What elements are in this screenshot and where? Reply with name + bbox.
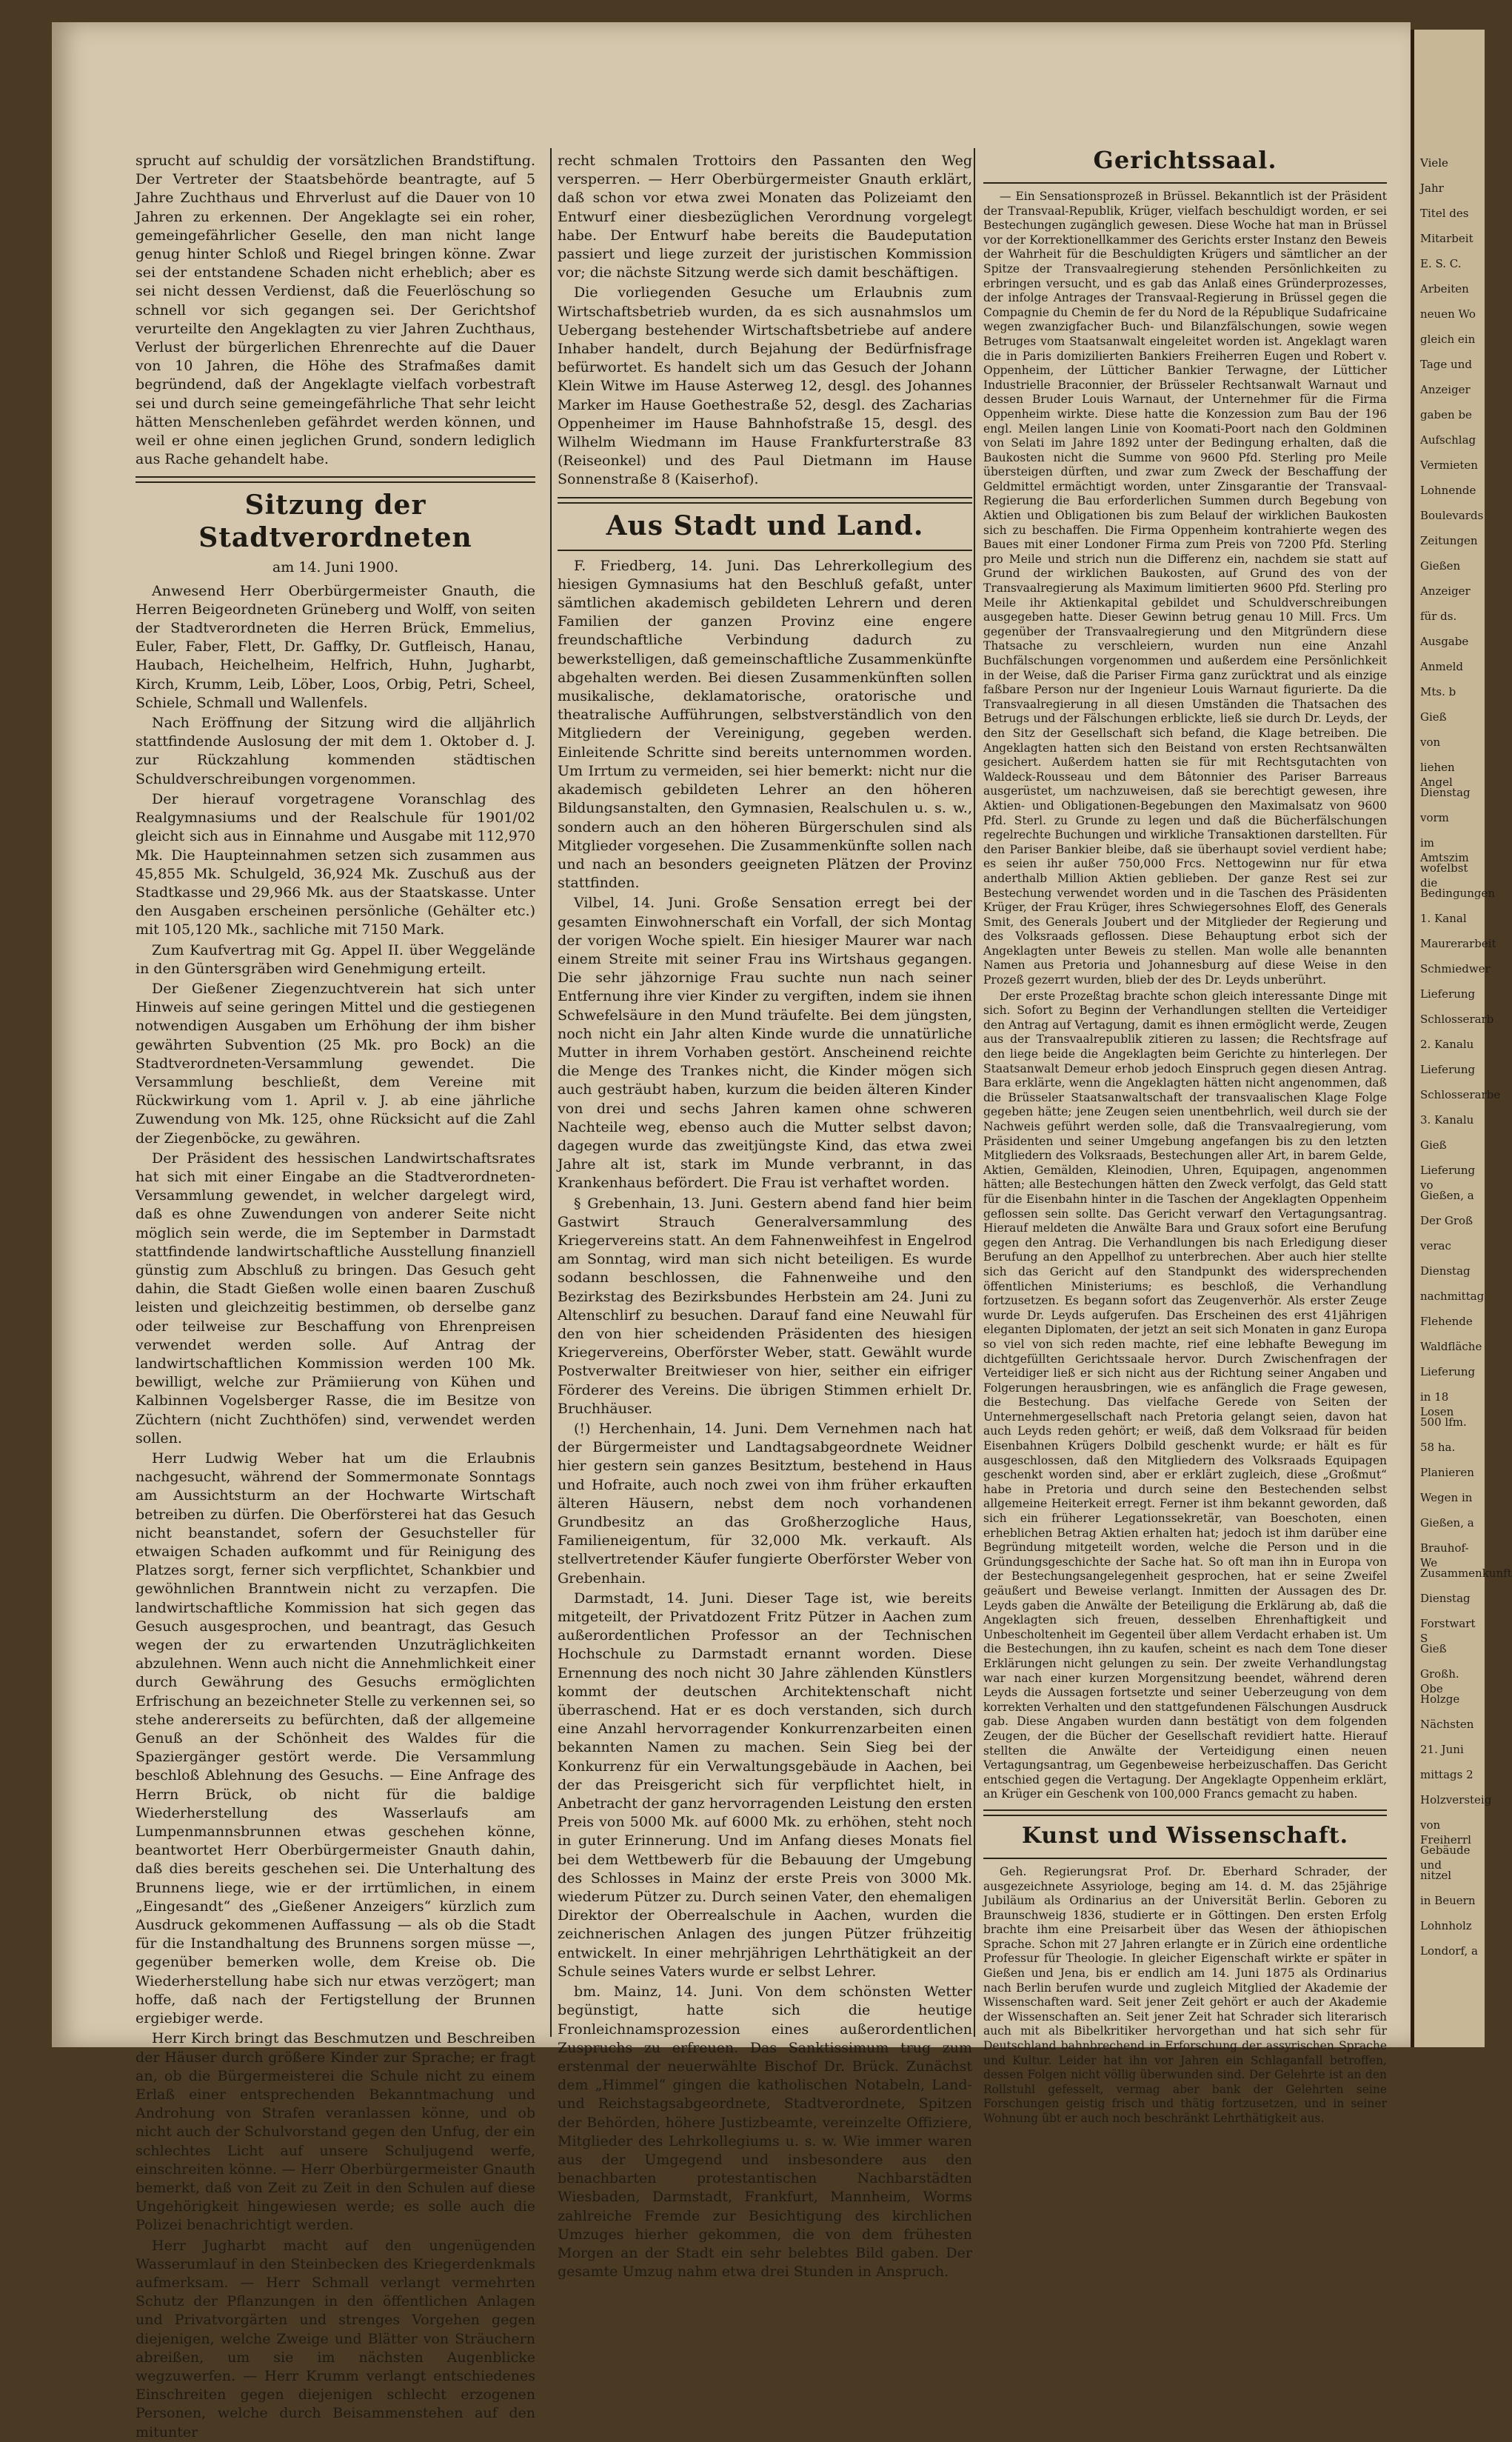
adjacent-page-fragment: Flehende bbox=[1420, 1315, 1473, 1328]
adjacent-page-fragment: Brauhof-We bbox=[1420, 1541, 1469, 1569]
adjacent-page-fragment: Anzeiger bbox=[1420, 584, 1471, 598]
adjacent-page-fragment: Wegen in bbox=[1420, 1491, 1473, 1504]
section-divider bbox=[558, 550, 972, 551]
adjacent-page-fragment: Schlosserarb bbox=[1420, 1013, 1494, 1026]
adjacent-page-fragment: mittags 2 bbox=[1420, 1768, 1473, 1781]
section-divider bbox=[983, 1858, 1387, 1859]
adjacent-page-fragment: Tage und bbox=[1420, 358, 1472, 371]
paragraph: Geh. Regierungsrat Prof. Dr. Eberhard Schrader, der ausgezeichnete Assyriologe, beging am 14. d. M. das 25jährige Jubiläum als Ordinarius an der Universität Berlin. Geboren zu Braunschweig 1836, studierte er in Göttingen. Den ersten Erfolg brachte ihm eine Preisarbeit über das Wesen der äthiopischen Sprache. Schon mit 27 Jahren erlangte er in Zürich eine ordentliche Professur für Theologie. In gleicher Eigenschaft wirkte er später in Gießen und Jena, bis er endlich am 14. Juni 1875 als Ordinarius nach Berlin berufen wurde und zugleich Mitglied der Akademie der Wissenschaften ward. Seit jener Zeit gehört er auch der Akademie der Wissenschaften an. Seit jener Zeit hat Schrader sich literarisch auch mit als Bibelkritiker hervorgethan und hat sich sehr für Deutschland bahnbrechend in Erforschung der assyrischen Sprache und Kultur. Leider hat ihn vor Jahren ein Schlaganfall betroffen, dessen Folgen nicht völlig überwunden sind. Der Gelehrte ist an den Rollstuhl gefesselt, vermag aber bank der Gelehrten seine Forschungen geistig frisch und thätig fortzusetzen, und in seiner Wohnung übt er auch noch beschränkt Lehrthätigkeit aus. bbox=[983, 1864, 1387, 2125]
adjacent-page-fragment: Gieß bbox=[1420, 710, 1447, 724]
adjacent-page-fragment: Forstwart S bbox=[1420, 1617, 1476, 1645]
adjacent-page-fragment: E. S. C. bbox=[1420, 257, 1462, 270]
adjacent-page-fragment: Schmiedwer bbox=[1420, 962, 1491, 975]
section-divider bbox=[558, 497, 972, 504]
column-2 bbox=[558, 152, 972, 2281]
adjacent-page-edge bbox=[1411, 30, 1512, 2047]
adjacent-page-fragment: 1. Kanal bbox=[1420, 912, 1467, 925]
paragraph: Der hierauf vorgetragene Voranschlag des Realgymnasiums und der Realschule für 1901/02 gleicht sich aus in Einnahme und Ausgabe mit 112,970 Mk. Die Haupteinnahmen setzen sich zusammen aus 45,855 Mk. Schulgeld, 36,924 Mk. Zuschuß aus der Stadtkasse und 29,966 Mk. aus der Staatskasse. Unter den Ausgaben erscheinen persönliche (Gehälter etc.) mit 105,120 Mk., sachliche mit 7150 Mark. bbox=[136, 790, 535, 938]
adjacent-page-fragment: Titel des bbox=[1420, 207, 1469, 220]
adjacent-page-fragment: von Freiherrl bbox=[1420, 1818, 1471, 1846]
adjacent-page-fragment: für ds. bbox=[1420, 610, 1457, 623]
adjacent-page-fragment: Holzge bbox=[1420, 1692, 1460, 1706]
adjacent-page-fragment: Mts. b bbox=[1420, 685, 1456, 698]
paragraph: Herr Ludwig Weber hat um die Erlaubnis nachgesucht, während der Sommermonate Sonntags am Aussichtsturm an der Hochwarte Wirtschaft betreiben zu dürfen. Die Oberförsterei hat das Gesuch nicht beanstandet, sofern der Gesuchsteller für etwaigen Schaden aufkommt und für Reinigung des Platzes sorgt, ferner sich verpflichtet, Schankbier und gewöhnlichen Branntwein nicht zu verzapfen. Die landwirtschaftliche Kommission hat sich gegen das Gesuch ausgesprochen, und beantragt, das Gesuch wegen der zu erwartenden Unzuträglichkeiten abzulehnen. Wenn auch nicht die Annehmlichkeit einer durch Gewährung des Gesuchs ermöglichten Erfrischung an bezeichneter Stelle zu verkennen sei, so stehe andererseits zu befürchten, daß der allgemeine Genuß an der Schönheit des Waldes für die Spaziergänger gestört werde. Die Versammlung beschloß Ablehnung des Gesuchs. — Eine Anfrage des Herrn Brück, ob nicht für die baldige Wiederherstellung des Wasserlaufs am Lumpenmannsbrunnen etwas geschehen könne, beantwortet Herr Oberbürgermeister Gnauth dahin, daß dies bereits geschehen sei. Die Unterhaltung des Brunnens liege, wie er der irrtümlichen, in einem „Eingesandt“ des „Gießener Anzeigers“ kürzlich zum Ausdruck gekommenen Auffassung — als ob die Stadt für die Instandhaltung des Brunnens sorgen müsse —, gegenüber bemerken wolle, dem Kreise ob. Die Wiederherstellung habe sich nur etwas verzögert; man hoffe, daß nach der Fertigstellung der Brunnen ergiebiger werde. bbox=[136, 1450, 535, 2027]
adjacent-page-fragment: gleich ein bbox=[1420, 333, 1476, 346]
adjacent-page-fragment: Vermieten bbox=[1420, 458, 1478, 472]
adjacent-page-fragment: Mitarbeit bbox=[1420, 232, 1473, 245]
adjacent-page-fragment: Anzeiger bbox=[1420, 383, 1471, 396]
paragraph: Darmstadt, 14. Juni. Dieser Tage ist, wie bereits mitgeteilt, der Privatdozent Fritz Pützer in Aachen zum außerordentlichen Professor an der Technischen Hochschule zu Darmstadt ernannt worden. Diese Ernennung des noch nicht 30 Jahre zählenden Künstlers kommt der deutschen Architektenschaft nicht überraschend. Hat er es doch verstanden, sich durch eine Anzahl hervorragender Konkurrenzarbeiten einen bekannten Namen zu machen. Sein Sieg bei der Konkurrenz für ein Verwaltungsgebäude in Aachen, bei der das Preisgericht sich für verpflichtet hielt, in Anbetracht der ganz hervorragenden Leistung den ersten Preis von 5000 Mk. auf 6000 Mk. zu erhöhen, steht noch in guter Erinnerung. Und im Anfang dieses Monats fiel bei dem Wettbewerb für die Bebauung der Umgebung des Schlosses in Mainz der erste Preis von 3000 Mk. wiederum Pützer zu. Durch seinen Vater, den ehemaligen Direktor der Oberrealschule in Aachen, wurden die zeichnerischen Anlagen des jungen Pützer frühzeitig entwickelt. In einer mehrjährigen Lehrthätigkeit an der Schule seines Vaters wurde er selbst Lehrer. bbox=[558, 1589, 972, 1980]
paragraph: Herr Jugharbt macht auf den ungenügenden Wasserumlauf in den Steinbecken des Kriegerdenkmals aufmerksam. — Herr Schmall verlangt vermehrten Schutz der Pflanzungen in den öffentlichen Anlagen und Privatvorgärten und strenges Vorgehen gegen diejenigen, welche Zweige und Blätter von Sträuchern abreißen, um sie im nächsten Augenblicke wegzuwerfen. — Herr Krumm verlangt entschiedenes Einschreiten gegen diejenigen schlecht erzogenen Personen, welche durch Beisammenstehen auf den mitunter bbox=[136, 2237, 535, 2441]
adjacent-page-fragment: 2. Kanalu bbox=[1420, 1038, 1474, 1051]
paragraph: F. Friedberg, 14. Juni. Das Lehrerkollegium des hiesigen Gymnasiums hat den Beschluß gefaßt, unter sämtlichen akademisch gebildeten Lehrern und deren Familien der ganzen Provinz eine engere freundschaftliche Verbindung dadurch zu bewerkstelligen, daß gemeinschaftliche Zusammenkünfte abgehalten werden. Bei diesen Zusammenkünften sollen musikalische, deklamatorische, oratorische und theatralische Aufführungen, selbstverständlich von den Mitgliedern der Vereinigung, gegeben werden. Einleitende Schritte sind bereits unternommen worden. Um Irrtum zu vermeiden, sei hier bemerkt: nicht nur die akademisch gebildeten Lehrer an den höheren Bildungsanstalten, den Gymnasien, Realschulen u. s. w., sondern auch an den höheren Bürgerschulen sind als Mitglieder vorgesehen. Die Zusammenkünfte sollen nach und nach an besonders geeigneten Plätzen der Provinz stattfinden. bbox=[558, 557, 972, 892]
adjacent-page-fragment: Bedingungen bbox=[1420, 887, 1496, 900]
adjacent-page-fragment: Gieß bbox=[1420, 1138, 1447, 1152]
paragraph: Zum Kaufvertrag mit Gg. Appel II. über Weggelände in den Güntersgräben wird Genehmigung erteilt. bbox=[136, 941, 535, 977]
adjacent-page-fragment: verac bbox=[1420, 1239, 1451, 1252]
adjacent-page-fragment: Anmeld bbox=[1420, 660, 1463, 673]
adjacent-page-fragment: im Amtszim bbox=[1420, 836, 1469, 864]
adjacent-page-fragment: Gießen bbox=[1420, 559, 1461, 573]
adjacent-page-fragment: Gießen, a bbox=[1420, 1516, 1474, 1529]
paragraph: Nach Eröffnung der Sitzung wird die alljährlich stattfindende Auslosung der mit dem 1. Oktober d. J. zur Rückzahlung kommenden städtischen Schuldverschreibungen vorgenommen. bbox=[136, 715, 535, 787]
adjacent-page-fragment: Lohnende bbox=[1420, 484, 1476, 497]
adjacent-page-fragment: Waldfläche bbox=[1420, 1340, 1482, 1353]
adjacent-page-fragment: Jahr bbox=[1420, 181, 1444, 195]
adjacent-page-fragment: Ausgabe bbox=[1420, 635, 1469, 648]
adjacent-page-fragment: vorm bbox=[1420, 811, 1449, 824]
paragraph: Anwesend Herr Oberbürgermeister Gnauth, die Herren Beigeordneten Grüneberg und Wolff, von seiten der Stadtverordneten die Herren Brück, Emmelius, Euler, Faber, Flett, Dr. Gaffky, Dr. Gutfleisch, Hanau, Haubach, Heichelheim, Helfrich, Huhn, Jugharbt, Kirch, Krumm, Leib, Löber, Loos, Orbig, Petri, Scheel, Schiele, Schmall und Wallenfels. bbox=[136, 582, 535, 711]
adjacent-page-fragment: nitzel bbox=[1420, 1869, 1452, 1882]
adjacent-page-fragment: Maurerarbeit bbox=[1420, 937, 1496, 950]
section-title-stadtverordneten: Sitzung der Stadtverordneten bbox=[198, 490, 472, 554]
adjacent-page-fragment: Gebäude und bbox=[1420, 1844, 1471, 1872]
adjacent-page-fragment: Lieferung vo bbox=[1420, 1164, 1476, 1192]
adjacent-page-fragment: neuen Wo bbox=[1420, 307, 1476, 321]
paragraph: Der Präsident des hessischen Landwirtschaftsrates hat sich mit einer Eingabe an die Stadtverordneten-Versammlung gewendet, in welcher dargelegt wird, daß es ohne Zuwendungen von anderer Seite nicht möglich sein werde, die im September in Darmstadt stattfindende landwirtschaftliche Ausstellung finanziell günstig zum Abschluß zu bringen. Das Gesuch geht dahin, die Stadt Gießen wolle einen baaren Zuschuß leisten und gleichzeitig bestimmen, ob derselbe ganz oder teilweise zur Beschaffung von Ehrenpreisen verwendet werden solle. Auf Antrag der landwirtschaftlichen Kommission werden 100 Mk. bewilligt, welche zur Prämiierung von Kühen und Kalbinnen Vogelsberger Rasse, die im Besitze von Züchtern (nicht Zuchthöfen) sind, verwendet werden sollen. bbox=[136, 1150, 535, 1447]
adjacent-page-fragment: Lieferung bbox=[1420, 1063, 1476, 1076]
paragraph: Der erste Prozeßtag brachte schon gleich interessante Dinge mit sich. Sofort zu Beginn der Verhandlungen stellten die Verteidiger den Antrag auf Vertagung, damit es ihnen ermöglicht werde, Zeugen aus der Transvaalrepublik zitieren zu lassen; die Rechtsfrage auf den liege beide die Angeklagten beim Gerichte zu hinterlegen. Der Staatsanwalt Demeur erhob jedoch Einspruch gegen diesen Antrag. Bara erklärte, wenn die Angeklagten hätten nicht angenommen, daß die Brüsseler Staatsanwaltschaft der transvaalischen Klage Folge gegeben hätte; jene Zeugen seien unentbehrlich, weil durch sie der Nachweis geführt werden solle, daß die Transvaalregierung, vom Präsidenten und seiner Umgebung angefangen bis zu den letzten Mitgliedern des Volksraads, Bestechungen aller Art, in barem Gelde, Aktien, Gemälden, Kleinodien, Uhren, Equipagen, angenommen hätten; alle Bestechungen hätten den Zweck verfolgt, das Geld statt für die Eisenbahn hinter in die Taschen der Angeklagten Oppenheim geflossen sein sollte. Das Gericht verwarf den Vertagungsantrag. Hierauf meldeten die Anwälte Bara und Graux sofort eine Berufung gegen den Antrag. Die Verhandlungen bis nach Erledigung dieser Berufung an den Appellhof zu unterbrechen. Aber auch hier stellte sich das Gericht auf den Standpunkt des widersprechenden öffentlichen Ministeriums; es beschloß, die Verhandlung fortzusetzen. Es begann sofort das Zeugenverhör. Als erster Zeuge wurde Dr. Leyds aufgerufen. Das Erscheinen des erst 41jährigen eleganten Diplomaten, der jetzt an seit sich Monaten in ganz Europa so viel von sich reden machte, rief eine lebhafte Bewegung im dichtgefüllten Gerichtssaale hervor. Durch Zwischenfragen der Verteidiger ließ er sich nicht aus der Richtung seiner Angaben und Folgerungen herausbringen, wie es anfänglich die Frage gewesen, die Bestechung. Das vielfache Gerede von Seiten der Unternehmergesellschaft nach Pretoria gelangt seien, davon hat auch Leyds reden gehört; er weiß, daß dem Volksraad für beiden Eisenbahnen Krügers Dolbild geschenkt wurde; er hält es für ausgeschlossen, daß den Mitgliedern des Volksraads Equipagen geschenkt worden sind, aber er erklärt zugleich, diese „Großmut“ habe in Pretoria und durch seine den Bestechenden selbst allgemeine Heiterkeit erregt. Ferner ist ihm bekannt geworden, daß sich ein früherer Legationssekretär, van Boeschoten, einen erheblichen Betrag Aktien erhalten hat; jedoch ist ihm darüber eine Begründung mitgeteilt worden, welche die Person und in die Gründungsgeschichte der Sache hat. So oft man ihn in Europa von der Bestechungsangelegenheit gesprochen, hat er seine Zweifel geäußert und Beweise verlangt. Inmitten der Aussagen des Dr. Leyds gaben die Anwälte der Beteiligung die Erklärung ab, daß die Angeklagten sich freuen, desselben Ehrenhaftigkeit und Unbescholtenheit im Gegenteil über allem Verdacht erhaben ist. Um die Bestechungen, ihn zu kaufen, scheint es nach dem Tone dieser Erklärungen nicht gelungen zu sein. Der zweite Verhandlungstag war nach einer kurzen Morgensitzung beendet, während deren Leyds die Aussagen fortsetzte und seiner Ueberzeugung von dem korrekten Verhalten und den stattgefundenen Fälschungen Ausdruck gab. Diese Angaben wurden dann bestätigt von dem folgenden Zeugen, der die Bücher der Gesellschaft revidiert hatte. Hierauf stellten die Anwälte der Verteidigung einen neuen Vertagungsantrag, um Gegenbeweise herbeizuschaffen. Das Gericht entschied gegen die Vertagung. Der Angeklagte Oppenheim erklärt, an Krüger ein Geschenk von 100,000 Francs gemacht zu haben. bbox=[983, 989, 1387, 1801]
paragraph: bm. Mainz, 14. Juni. Von dem schönsten Wetter begünstigt, hatte sich die heutige Fronleichnamsprozession eines außerordentlichen Zuspruchs zu erfreuen. Das Sanktissimum trug zum erstenmal der neuerwählte Bischof Dr. Brück. Zunächst dem „Himmel“ gingen die katholischen Notabeln, Land- und Reichstagsabgeordnete, Stadtverordnete, Spitzen der Behörden, höhere Justizbeamte, vereinzelte Offiziere, Mitglieder des Lehrkollegiums u. s. w. Wie immer waren aus der Umgegend und insbesondere aus den benachbarten protestantischen Nachbarstädten Wiesbaden, Darmstadt, Frankfurt, Mannheim, Worms zahlreiche Fremde zur Besichtigung des kirchlichen Umzuges hierher gekommen, die von dem frühesten Morgen an der Stadt ein sehr belebtes Bild gaben. Der gesamte Umzug nahm etwa drei Stunden in Anspruch. bbox=[558, 1984, 972, 2281]
adjacent-page-fragment: von bbox=[1420, 735, 1441, 749]
adjacent-page-fragment: gaben be bbox=[1420, 408, 1472, 421]
adjacent-page-fragment: Aufschlag bbox=[1420, 433, 1476, 447]
adjacent-page-fragment: 3. Kanalu bbox=[1420, 1113, 1474, 1127]
paragraph: Herr Kirch bringt das Beschmutzen und Beschreiben der Häuser durch größere Kinder zur Sprache; er fragt an, ob die Bürgermeisterei die Schule nicht zu einem Erlaß einer entsprechenden Bekanntmachung und Androhung von Strafen veranlassen könne, und ob nicht auch der Schulvorstand gegen den Unfug, der ein schlechtes Licht auf unsere Schuljugend werfe, einschreiten könne. — Herr Oberbürgermeister Gnauth bemerkt, daß von Zeit zu Zeit in den Schulen auf diese Ungehörigkeit hingewiesen werde; es solle auch die Polizei benachrichtigt werden. bbox=[136, 2030, 535, 2234]
adjacent-page-fragment: Holzversteig bbox=[1420, 1793, 1492, 1807]
intro-paragraph: recht schmalen Trottoirs den Passanten den Weg versperren. — Herr Oberbürgermeister Gnauth erklärt, daß schon vor etwa zwei Monaten das Polizeiamt den Entwurf einer diesbezüglichen Verordnung vorgelegt habe. Der Entwurf habe bereits die Baudeputation passiert und liege zurzeit der juristischen Kommission vor; die nächste Sitzung werde sich damit beschäftigen. bbox=[558, 153, 972, 281]
column-rule-1 bbox=[550, 148, 552, 2037]
section-divider bbox=[983, 182, 1387, 184]
adjacent-page-fragment: Lohnholz bbox=[1420, 1919, 1472, 1932]
adjacent-page-fragment: Der Groß bbox=[1420, 1214, 1473, 1227]
column-1 bbox=[136, 152, 535, 2441]
adjacent-page-fragment: Viele bbox=[1420, 156, 1448, 170]
adjacent-page-fragment: Planieren bbox=[1420, 1466, 1474, 1479]
adjacent-page-fragment: 500 lfm. bbox=[1420, 1415, 1467, 1429]
adjacent-page-fragment: Zusammenkunft bbox=[1420, 1567, 1512, 1580]
section-divider bbox=[983, 1809, 1387, 1816]
adjacent-page-fragment: Dienstag bbox=[1420, 786, 1471, 799]
paragraph: (!) Herchenhain, 14. Juni. Dem Vernehmen nach hat der Bürgermeister und Landtagsabgeordnete Weidner hier gestern sein ganzes Besitztum, bestehend in Haus und Hofraite, auch noch zwei von ihm früher erkauften älteren Häusern, nebst dem noch vorhandenen Grundbesitz an das Großherzogliche Haus, Familieneigentum, für 32,000 Mk. verkauft. Als stellvertretender Käufer fungierte Oberförster Weber von Grebenhain. bbox=[558, 1421, 972, 1587]
adjacent-page-fragment: in Beuern bbox=[1420, 1894, 1476, 1907]
section-divider bbox=[136, 476, 535, 483]
adjacent-page-fragment: Schlosserarbe bbox=[1420, 1088, 1501, 1101]
adjacent-page-fragment: Lieferung bbox=[1420, 1365, 1476, 1378]
newspaper-page bbox=[52, 22, 1411, 2441]
adjacent-page-fragment: in 18 Losen bbox=[1420, 1390, 1454, 1418]
section-title-kunst-und-wissenschaft: Kunst und Wissenschaft. bbox=[1021, 1822, 1349, 1849]
adjacent-page-fragment: 58 ha. bbox=[1420, 1441, 1456, 1454]
adjacent-page-fragment: Nächsten bbox=[1420, 1718, 1474, 1731]
adjacent-page-fragment: Großh. Obe bbox=[1420, 1667, 1459, 1695]
column-3 bbox=[983, 141, 1387, 2125]
adjacent-page-fragment: nachmittag bbox=[1420, 1290, 1485, 1303]
adjacent-page-fragment: Gieß bbox=[1420, 1642, 1447, 1655]
paragraph: — Ein Sensationsprozeß in Brüssel. Bekanntlich ist der Präsident der Transvaal-Republik, Krüger, vielfach beschuldigt worden, er sei Bestechungen zugänglich gewesen. Diese Woche hat man in Brüssel vor der Korrektionellkammer des Gerichts erster Instanz den Beweis der Wahrheit für die Beschuldigten Krügers und sämtlicher an der Spitze der Transvaalregierung stehenden Persönlichkeiten zu erbringen versucht, und es gab das Anlaß eines Gründerprozesses, der infolge Antrages der Transvaal-Regierung in Brüssel gegen die Compagnie du Chemin de fer du Nord de la République Sudafricaine wegen zwanzigfacher Buch- und Bilanzfälschungen, sowie wegen Betruges vom Staatsanwalt eingeleitet worden ist. Angeklagt waren die in Paris domizilierten Bankiers Freiherren Eugen und Robert v. Oppenheim, der Lütticher Bankier Terwagne, der Lütticher Industrielle Braconnier, der Brüsseler Rechtsanwalt Warnaut und dessen Bruder Louis Warnaut, der Unternehmer für die Firma Oppenheim wirkte. Diese hatte die Konzession zum Bau der 196 engl. Meilen langen Linie von Koomati-Poort nach den Goldminen von Selati im Jahre 1892 unter der Bedingung erhalten, daß die Baukosten nicht die Summe von 9600 Pfd. Sterling pro Meile übersteigen dürften, und zwar zum Zweck der Beschaffung der Geldmittel ermächtigt worden, unter Zinsgarantie der Transvaal-Regierung die Bau erforderlichen Summen durch Begebung von Aktien und Obligationen bis zum Belauf der wirklichen Baukosten sich zu beschaffen. Die Firma Oppenheim kontrahierte wegen des Baues mit einer Londoner Firma zum Preis von 7200 Pfd. Sterling pro Meile und strich nun die Differenz ein, nachdem sie statt auf Grund der wirklichen Baukosten, auf Grund des von der Transvaalregierung als Maximum limitierten 9600 Pfd. Sterling pro Meile ihr Aktienkapital gebildet und Schuldverschreibungen ausgegeben hatte. Dieser Gewinn betrug genau 10 Mill. Frcs. Um gegenüber der Transvaalregierung und den Mitgründern diese Thatsache zu verschleiern, wurden nun eine Anzahl Buchfälschungen vorgenommen und außerdem eine Persönlichkeit in der Weise, daß die Pariser Firma ganz zurücktrat und als einzige faßbare Person nur der Ingenieur Louis Warnaut figurierte. Da die Transvaalregierung in all diesen Umständen die Thatsachen des Betrugs und der Fälschungen erblickte, ließ sie durch Dr. Leyds, der den Sitz der Gesellschaft sich befand, die Klage betreiben. Die Angeklagten hatten sich den Beistand von ersten Rechtsanwälten gesichert. Außerdem hatten sie für mit Rechtsgutachten von Waldeck-Rousseau und dem Bâtonnier des Pariser Barreaus ausgerüstet, um nachzuweisen, daß sie berechtigt gewesen, ihre Aktien- und Obligationen-Begebungen den Maximalsatz von 9600 Pfd. Sterl. zu Grunde zu legen und daß die Bücherfälschungen regelrechte Buchungen und wirkliche Transaktionen darstellten. Für den Pariser Bankier bleibe, daß sie überhaupt soviel verdient habe; es seien ihr außer 750,000 Frcs. Nettogewinn nur für etwa anderthalb Million Aktien geblieben. Der ganze Rest sei zur Bestechung verwendet worden und in die Taschen des Präsidenten Krüger, der Frau Krüger, ihres Schwiegersohnes Eloff, des Generals Smit, des Generals Joubert und der Mitglieder der Regierung und des Volksraads geflossen. Diese Behauptung erbot sich der Angeklagten unter Beweis zu stellen. Man wolle alle benannten Namen aus Pretoria und Johannesburg auf diese Weise in den Prozeß gezerrt wurden, blieb der des Dr. Leyds unberührt. bbox=[983, 190, 1387, 987]
adjacent-page-fragment: liehen Angel bbox=[1420, 761, 1455, 789]
column-rule-2 bbox=[974, 148, 975, 2037]
section-date: am 14. Juni 1900. bbox=[272, 559, 399, 576]
section-title-stadt-und-land: Aus Stadt und Land. bbox=[606, 510, 924, 541]
adjacent-page-fragment: Gießen, a bbox=[1420, 1189, 1474, 1202]
intro-paragraph: sprucht auf schuldig der vorsätzlichen Brandstiftung. Der Vertreter der Staatsbehörde beantragte, auf 5 Jahre Zuchthaus und Ehrverlust auf die Dauer von 10 Jahren zu erkennen. Der Angeklagte sei ein roher, gemeingefährlicher Geselle, den man nicht lange genug hinter Schloß und Riegel bringen könne. Zwar sei der entstandene Schaden nicht erheblich; aber es sei nicht dessen Verdienst, daß die Feuerlöschung so schnell vor sich gegangen sei. Der Gerichtshof verurteilte den Angeklagten zu vier Jahren Zuchthaus, Verlust der bürgerlichen Ehrenrechte auf die Dauer von 10 Jahren, die Höhe des Strafmaßes damit begründend, daß der Angeklagte vielfach vorbestraft sei und durch seine gemeingefährliche That sehr leicht hätten Menschenleben gefährdet werden können, und weil er ohne einen jeglichen Grund, sondern lediglich aus Rache gehandelt habe. bbox=[136, 153, 535, 468]
section-title-gerichtssaal: Gerichtssaal. bbox=[1093, 146, 1277, 174]
adjacent-page-fragment: Dienstag bbox=[1420, 1592, 1471, 1605]
adjacent-page-fragment: Boulevards bbox=[1420, 509, 1484, 522]
adjacent-page-fragment: Zeitungen bbox=[1420, 534, 1478, 547]
adjacent-page-fragment: wofelbst die bbox=[1420, 861, 1468, 890]
adjacent-page-fragment: Lieferung bbox=[1420, 987, 1476, 1001]
adjacent-page-fragment: Londorf, a bbox=[1420, 1944, 1478, 1958]
adjacent-page-fragment: Dienstag bbox=[1420, 1264, 1471, 1278]
paragraph: Der Gießener Ziegenzuchtverein hat sich unter Hinweis auf seine geringen Mittel und die gestiegenen notwendigen Ausgaben um Erhöhung der ihm bisher gewährten Subvention (25 Mk. pro Bock) an die Stadtverordneten-Versammlung gewendet. Die Versammlung beschließt, dem Vereine mit Rückwirkung vom 1. April v. J. ab eine jährliche Zuwendung von Mk. 125, ohne Rücksicht auf die Zahl der Ziegenböcke, zu gewähren. bbox=[136, 980, 535, 1147]
adjacent-page-fragment: 21. Juni bbox=[1420, 1743, 1464, 1756]
paragraph: Die vorliegenden Gesuche um Erlaubnis zum Wirtschaftsbetrieb wurden, da es sich ausnahmslos um Uebergang bestehender Wirtschaftsbetriebe auf andere Inhaber handelt, durch Bejahung der Bedürfnisfrage befürwortet. Es handelt sich um das Gesuch der Johann Klein Witwe im Hause Asterweg 12, desgl. des Johannes Marker im Hause Goethestraße 52, desgl. des Zacharias Oppenheimer im Hause Bahnhofstraße 15, desgl. des Wilhelm Wiedmann im Hause Frankfurterstraße 83 (Reiseonkel) und des Paul Dietmann im Hause Sonnenstraße 8 (Kaiserhof). bbox=[558, 284, 972, 488]
paragraph: Vilbel, 14. Juni. Große Sensation erregt bei der gesamten Einwohnerschaft ein Vorfall, der sich Montag der vorigen Woche spielt. Ein hiesiger Maurer war nach einem Streite mit seiner Frau ins Wirtshaus gegangen. Die sehr jähzornige Frau suchte nun nach seiner Entfernung ihre vier Kinder zu vergiften, indem sie ihnen Schwefelsäure in den Mund träufelte. Bei dem jüngsten, noch nicht ein Jahr alten Kinde wurde die unnatürliche Mutter in ihrem Vorhaben gestört. Anscheinend reichte die Menge des Trankes nicht, die Kinder mögen sich auch gesträubt haben, kurzum die beiden älteren Kinder von drei und sechs Jahren kamen ohne schweren Nachteile weg, ebenso auch die Mutter selbst davon; dagegen wurde das zweitjüngste Kind, das etwa zwei Jahre alt ist, stark im Munde verbrannt, in das Krankenhaus befördert. Die Frau ist verhaftet worden. bbox=[558, 895, 972, 1192]
adjacent-page-fragment: Arbeiten bbox=[1420, 282, 1469, 296]
paragraph: § Grebenhain, 13. Juni. Gestern abend fand hier beim Gastwirt Strauch Generalversammlung des Kriegervereins statt. An dem Fahnenweihfest in Engelrod am Sonntag, wird man sich nicht beteiligen. Es wurde sodann beschlossen, die Fahnenweihe und den Bezirkstag des Bezirksbundes Herbstein am 24. Juni zu Altenschlirf zu besuchen. Darauf fand eine Neuwahl für den von hier scheidenden Präsidenten des hiesigen Kriegervereins, Oberförster Weber, statt. Gewählt wurde Postverwalter Breitwieser von hier, seither ein eifriger Förderer des Vereins. Die übrigen Stimmen erhielt Dr. Bruchhäuser. bbox=[558, 1195, 972, 1417]
